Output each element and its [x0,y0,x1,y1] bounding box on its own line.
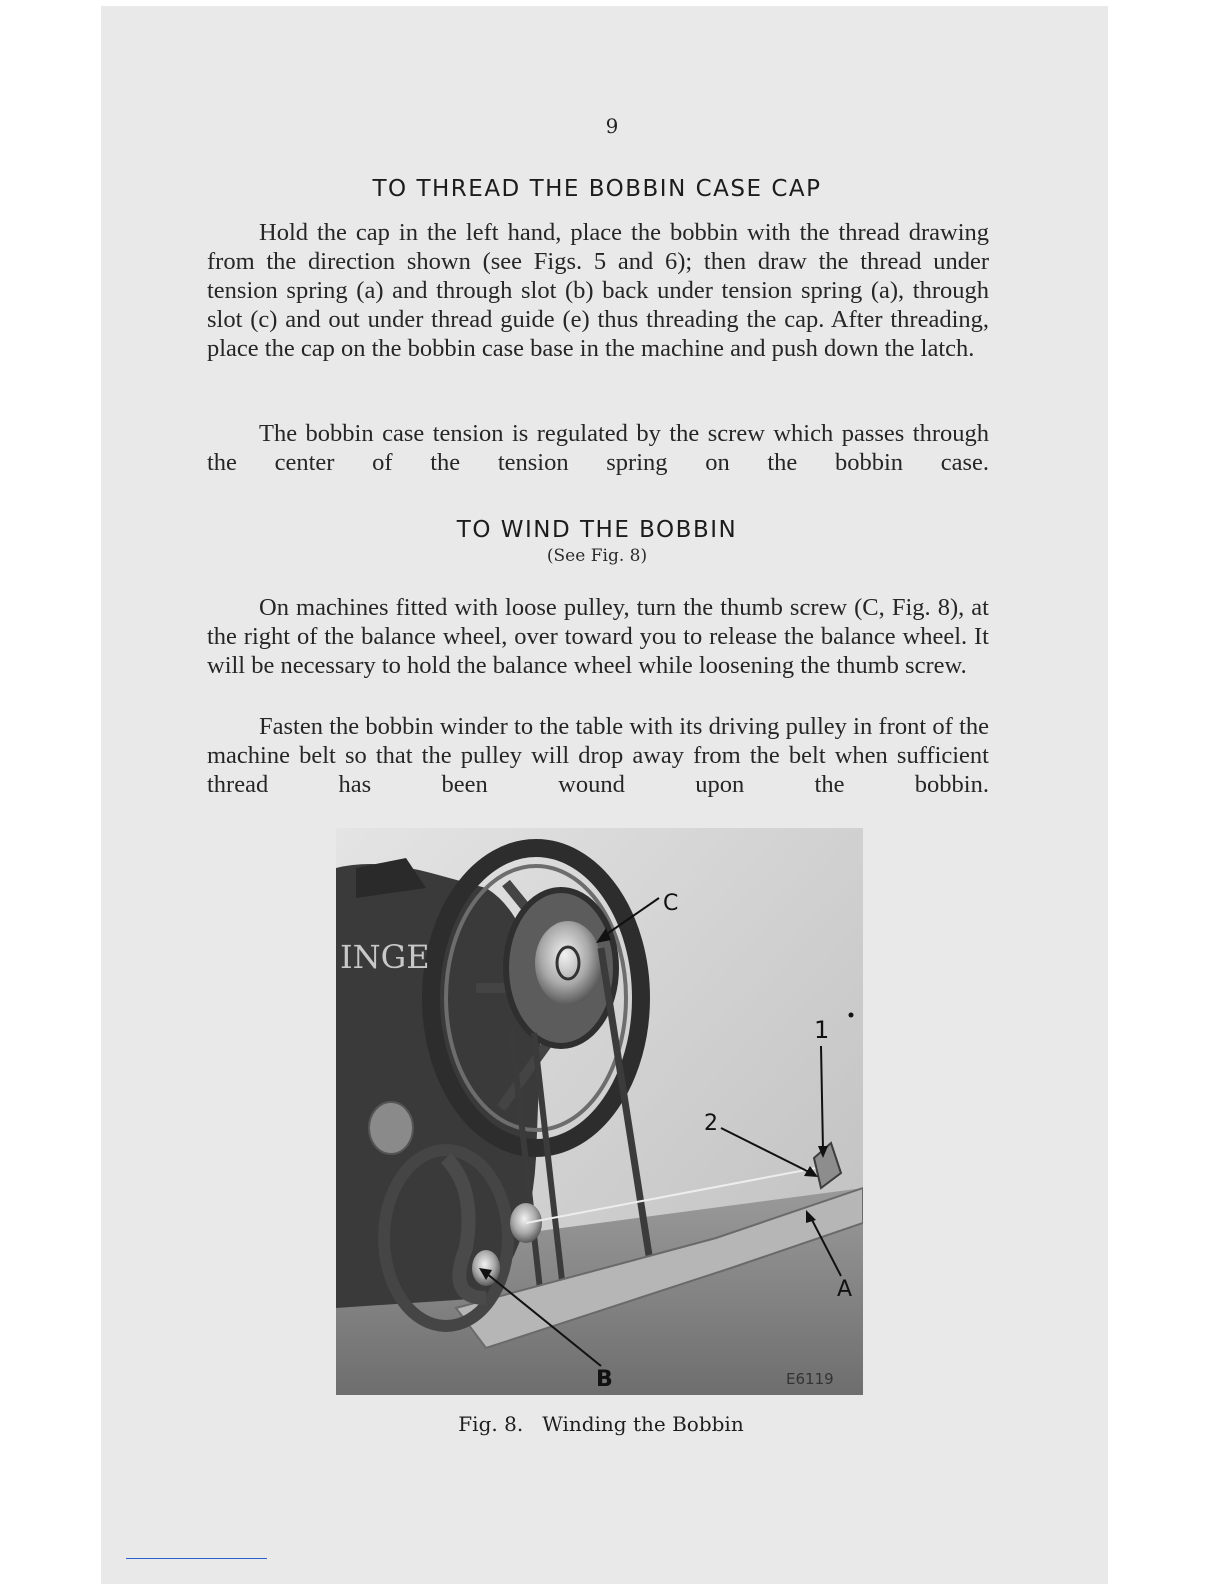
label-b: B [596,1367,613,1392]
paragraph-fasten-winder: Fasten the bobbin winder to the table with its driving pulley in front of the machine belt so that the pulley will drop away from the belt when sufficient thread has been wound upon the bobbin. [207,713,989,798]
paragraph-loose-pulley: On machines fitted with loose pulley, turn the thumb screw (C, Fig. 8), at the right of the balance wheel, over toward you to release the balance wheel. It will be necessary to hold the balance wheel while loosening the thumb screw. [207,594,989,679]
figure-illustration [336,828,863,1395]
dot-mark [849,1013,854,1018]
section-title-wind-bobbin: TO WIND THE BOBBIN [456,517,738,543]
section-subtitle-see-fig: (See Fig. 8) [546,546,648,566]
label-c: C [663,891,679,916]
page-number: 9 [605,114,619,138]
brand-lettering: INGE [340,938,430,976]
plate-code: E6119 [786,1370,834,1388]
section-title-bobbin-case-cap: TO THREAD THE BOBBIN CASE CAP [372,176,822,202]
figure-caption: Fig. 8. Winding the Bobbin [458,1412,744,1436]
thumb-screw [535,921,601,1005]
medallion [369,1102,413,1154]
figure-bobbin-winder-photo [336,828,863,1395]
label-1: 1 [814,1016,830,1044]
paragraph-threading-instructions: Hold the cap in the left hand, place the bobbin with the thread drawing from the direction shown (see Figs. 5 and 6); then draw the thread under tension spring (a) and through slot (b) back under tension spring (a), through slot (c) and out under thread guide (e) thus threading the cap. After threading, place the cap on the bobbin case base in the machine and push down the latch. [207,219,989,362]
footer-rule [126,1558,267,1559]
label-2: 2 [704,1111,718,1136]
label-a: A [837,1277,853,1302]
paragraph-tension-regulation: The bobbin case tension is regulated by the screw which passes through the center of the tension spring on the bobbin case. [207,420,989,476]
